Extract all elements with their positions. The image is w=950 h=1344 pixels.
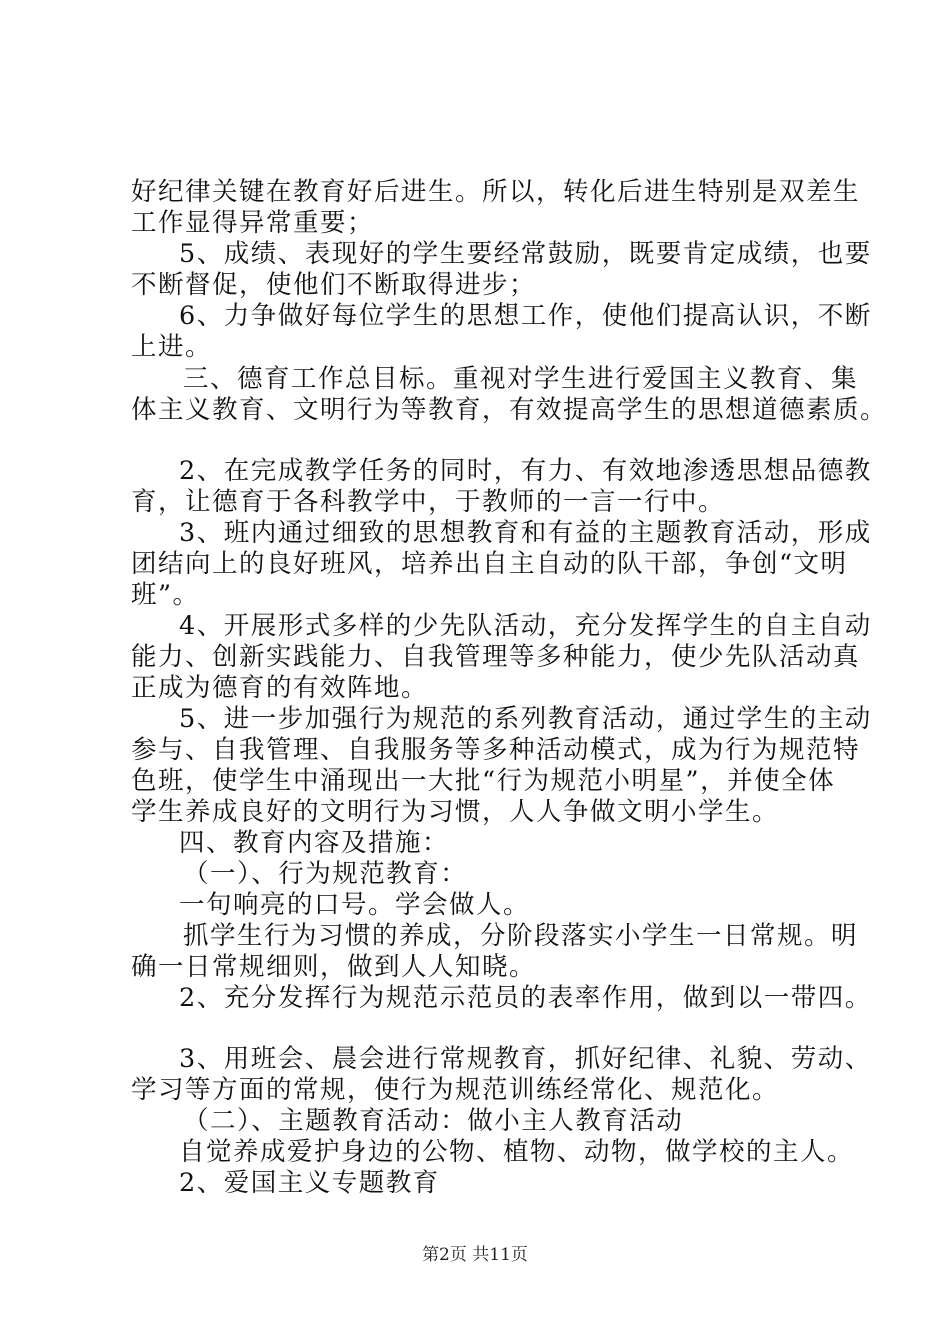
text-line-19: 色班，使学生中涌现出一大批“行为规范小明星”，并使全体: [131, 766, 836, 796]
text-line-16: 正成为德育的有效阵地。: [131, 673, 429, 703]
text-line-6: 上进。: [131, 332, 213, 362]
text-line-21: 四、教育内容及措施：: [179, 828, 450, 858]
text-line-7: 三、德育工作总目标。重视对学生进行爱国主义教育、集: [183, 364, 859, 394]
text-line-11: 3、班内通过细致的思想教育和有益的主题教育活动，形成: [179, 518, 872, 548]
text-line-10: 育，让德育于各科教学中，于教师的一言一行中。: [131, 487, 726, 517]
text-line-27: 3、用班会、晨会进行常规教育，抓好纪律、礼貌、劳动、: [179, 1044, 872, 1074]
text-line-28: 学习等方面的常规，使行为规范训练经常化、规范化。: [131, 1075, 780, 1105]
text-line-25: 确一日常规细则，做到人人知晓。: [131, 952, 537, 982]
text-line-24: 抓学生行为习惯的养成，分阶段落实小学生一日常规。明: [183, 921, 859, 951]
text-line-13: 班”。: [131, 580, 200, 610]
text-line-31: 2、爱国主义专题教育: [179, 1168, 440, 1198]
text-line-9: 2、在完成教学任务的同时，有力、有效地渗透思想品德教: [179, 456, 872, 486]
page-footer: 第2页 共11页: [422, 1245, 528, 1265]
text-line-15: 能力、创新实践能力、自我管理等多种能力，使少先队活动真: [131, 642, 861, 672]
text-line-5: 6、力争做好每位学生的思想工作，使他们提高认识，不断: [179, 301, 872, 331]
text-line-2: 工作显得异常重要；: [131, 208, 375, 238]
text-line-20: 学生养成良好的文明行为习惯，人人争做文明小学生。: [131, 797, 780, 827]
text-line-12: 团结向上的良好班风，培养出自主自动的队干部，争创“文明: [131, 549, 848, 579]
text-line-26: 2、充分发挥行为规范示范员的表率作用，做到以一带四。: [179, 983, 872, 1013]
text-line-14: 4、开展形式多样的少先队活动，充分发挥学生的自主自动: [179, 611, 872, 641]
text-line-8: 体主义教育、文明行为等教育，有效提高学生的思想道德素质。: [131, 395, 888, 425]
text-line-1: 好纪律关键在教育好后进生。所以，转化后进生特别是双差生: [131, 177, 861, 207]
text-line-4: 不断督促，使他们不断取得进步；: [131, 270, 537, 300]
text-line-18: 参与、自我管理、自我服务等多种活动模式，成为行为规范特: [131, 735, 861, 765]
text-line-17: 5、进一步加强行为规范的系列教育活动，通过学生的主动: [179, 704, 872, 734]
text-line-29: （二）、主题教育活动：做小主人教育活动: [183, 1106, 684, 1136]
text-line-23: 一句响亮的口号。学会做人。: [179, 890, 531, 920]
text-line-30: 自觉养成爱护身边的公物、植物、动物，做学校的主人。: [179, 1137, 855, 1167]
text-line-3: 5、成绩、表现好的学生要经常鼓励，既要肯定成绩，也要: [179, 239, 872, 269]
text-line-22: （一）、行为规范教育：: [183, 859, 468, 889]
